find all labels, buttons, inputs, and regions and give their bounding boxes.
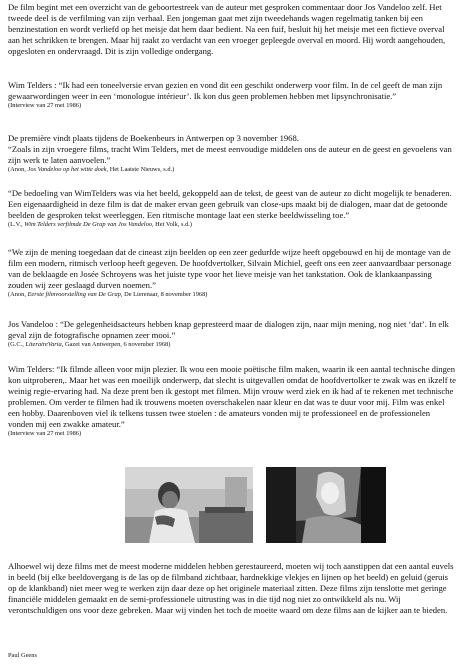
- woman-in-car-icon: [266, 467, 386, 543]
- quote-telders-1: [8, 80, 456, 110]
- quote-source: (Anon, Jos Vandeloo op het witte doek, Het Laatste Nieuws, s.d.): [8, 166, 175, 173]
- quote-source: (L.V., Wim Telders verfilmde De Grap van Jos Vandeloo, Het Volk, s.d.): [8, 221, 193, 228]
- closing-section: [8, 561, 456, 616]
- quote-telders-2: [8, 364, 456, 438]
- quote-text: Jos Vandeloo : “De gelegenheidsacteurs hebben knap gepresteerd maar de dialogen zijn, naar mijn mening, nog niet ‘dat’. In elk geval zijn de fotografische opnamen zeer mooi.”: [8, 319, 449, 340]
- quote-text: De première vindt plaats tijdens de Boekenbeurs in Antwerpen op 3 november 1968. “Zoals in zijn vroegere films, tracht Wim Telders, met de meest eenvoudige middelen ons de auteur en de geest en gevoelens van zijn werk te laten aanvoelen.”: [8, 133, 452, 165]
- signature: [8, 652, 456, 660]
- quote-text: “De bedoeling van WimTelders was via het beeld, gekoppeld aan de tekst, de geest van de auteur zo dicht mogelijk te benaderen. Een eigenaardigheid in deze film is dat de maker ervan geen gebruik van close-ups maakt bij de dialogen, maar dat de getoonde beelden de gesproken tekst weerleggen. Een ritmische montage laat een sterke beeldwisseling toe.”: [8, 188, 452, 220]
- film-still-man-seated: [125, 467, 253, 543]
- quote-text: “We zijn de mening toegedaan dat de cineast zijn beelden op een zeer gedurfde wijze heeft opgebouwd en hij de montage van de film een modern, ritmisch verloop heeft gegeven. De hoofdvertolker, Silvain Michiel, geeft ons een zeer aanvaardbaar personage van de beklaagde en Josée Schroyens was het juiste type voor het lieve meisje van het tankstation. Ook de klankaanpassing zouden wij zeer geslaagd durven noemen.”: [8, 247, 452, 290]
- quote-lv: [8, 188, 456, 229]
- quote-text: Wim Telders : “Ik had een toneelversie ervan gezien en vond dit een geschikt onderwerp voor film. In de cel geeft de man zijn gewaarwordingen weer in een ‘monologue intérieur’. Ik kon dus geen problemen hebben met lipsynchronisatie.”: [8, 80, 443, 101]
- quote-source: (Interview van 27 mei 1986): [8, 430, 82, 437]
- quote-source: (G.C., LiteraireVaria, Gazet van Antwerpen, 6 november 1968): [8, 341, 171, 348]
- quote-lierenaar: [8, 247, 456, 299]
- quote-premiere: [8, 133, 456, 174]
- quote-source: (Interview van 27 mei 1986): [8, 102, 82, 109]
- intro-paragraph: De film begint met een overzicht van de geboortestreek van de auteur met gesproken commentaar door Jos Vandeloo zelf. Het tweede deel is de verfilming van zijn verhaal. Een jongeman gaat met zijn tweedehands wagen regelmatig tanken bij een benzinestation en wordt verliefd op het meisje dat hem daar bedient. Na een fuif, besluit hij het meisje met een fictieve overval aan het schrikken te brengen. Maar hij raakt zo verdacht van een vroeger gepleegde overval en moord. Hij wordt aangehouden, opgesloten en ondervraagd. Dit is zijn volledige ondergang.: [8, 2, 446, 56]
- quote-text: Wim Telders: “Ik filmde alleen voor mijn plezier. Ik wou een mooie poëtische film maken, waarin ik een aantal technische dingen kon uitproberen,. Maar het was een moeilijk onderwerp, dat slecht is uitgevallen omdat de hoofdvertolker te zwak was en ikzelf te weinig regie-ervaring had. Na deze prent ben ik gestopt met filmen. Mijn vrouw werd ziek en ik had af te rekenen met technische problemen. Om verder te filmen had ik trouwens moeten overschakelen naar kleur en dat was te duur voor mij. Film was enkel een hobby. Daarenboven viel ik telkens tussen twee stoelen : de amateurs vonden mij te professioneel en de professionelen vonden mij een zwakke amateur.”: [8, 364, 456, 429]
- quote-vandeloo: [8, 319, 456, 349]
- man-seated-icon: [125, 467, 253, 543]
- film-still-woman-in-car: [266, 467, 386, 543]
- quote-source: (Anon, Eerste filmvoorstelling van De Grap, De Lierenaar, 8 november 1968): [8, 291, 208, 298]
- author-name: Paul Geens: [8, 652, 37, 659]
- intro-section: [8, 2, 456, 57]
- closing-paragraph: Alhoewel wij deze films met de meest moderne middelen hebben gerestaureerd, moeten wij toch aanstippen dat een aantal euvels in beeld (bij elke beeldovergang is de las op de filmband zichtbaar, hardnekkige vlekjes en lijnen op het beeld) en geluid (geruis op de klankband) niet meer weg te werken zijn daar deze op het originele materiaal zitten. Deze films zijn tenslotte met geringe financiële middelen gemaakt en de semi-professionele uitrusting was in die tijd nog niet zo ontwikkeld als nu. Wij verontschuldigen ons voor deze gebreken. Maar wij vinden het toch de moeite waard om deze films aan de kijker aan te bieden.: [8, 561, 454, 615]
